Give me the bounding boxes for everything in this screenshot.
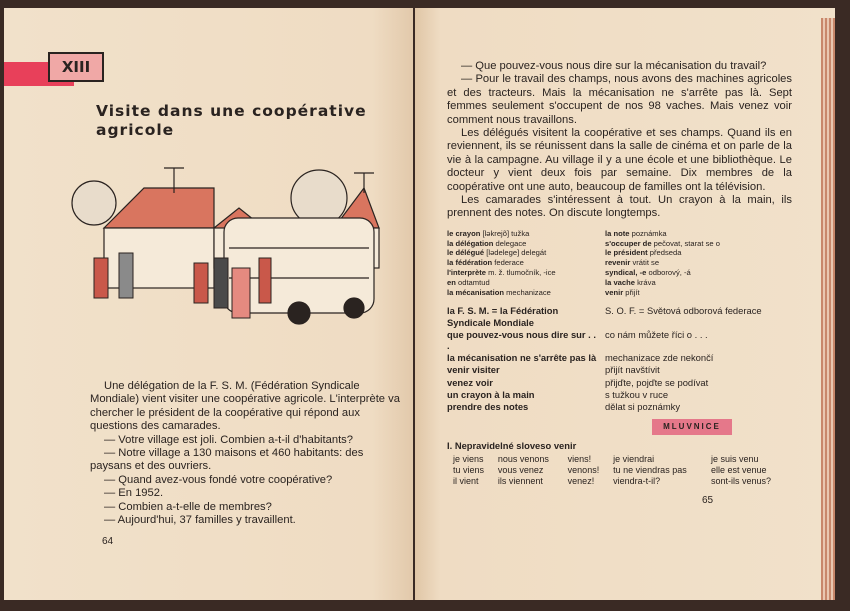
table-row	[453, 465, 792, 476]
vocab-item: syndical, -e odborový, -á	[605, 268, 691, 278]
phrase-fr: un crayon à la main	[447, 388, 535, 400]
grammar-label: MLUVNICE	[652, 419, 732, 435]
phrase-cz: co nám můžete říci o . . .	[605, 328, 708, 340]
phrase-fr: venez voir	[447, 376, 493, 388]
paragraph: — Aujourd'hui, 37 familles y travaillent.	[104, 514, 296, 527]
vocab-item: la note poznámka	[605, 228, 667, 238]
conjugation-table	[453, 454, 792, 487]
phrase-fr: la mécanisation ne s'arrête pas là	[447, 352, 597, 364]
paragraph: — Votre village est joli. Combien a-t-il d'habitants?	[104, 433, 354, 446]
phrase-fr: que pouvez-vous nous dire sur . . .	[447, 328, 596, 352]
vocab-item: venir přijít	[605, 287, 640, 297]
phrase-cz: přijít navštívit	[605, 364, 660, 376]
vocab-item: le délégué [lәdeleɡe] delegát	[447, 248, 547, 258]
conjugation-cell: sont-ils venus?	[710, 476, 771, 487]
vocab-item: la mécanisation mechanizace	[447, 287, 551, 297]
page-edges	[821, 18, 835, 600]
paragraph: — Notre village a 130 maisons et 460 habitants: des paysans et des ouvriers.	[90, 447, 364, 473]
chapter-number: XIII	[48, 52, 104, 82]
conjugation-cell: je viens	[453, 454, 484, 465]
paragraph: — Que pouvez-vous nous dire sur la mécanisation du travail?	[461, 60, 767, 72]
conjugation-cell: vous venez	[497, 465, 544, 476]
vocab-item: la vache kráva	[605, 277, 656, 287]
conjugation-cell: il vient	[453, 476, 479, 487]
conjugation-cell: tu ne viendras pas	[613, 465, 687, 476]
phrase-fr: venir visiter	[447, 364, 500, 376]
vocab-item: la délégation delegace	[447, 238, 527, 248]
paragraph: — Pour le travail des champs, nous avons des machines agricoles et des tracteurs. Mais la mécanisation ne s'arrête pas là. Sept femmes seulement s'occupent de nos 98 vaches. Mais venez voir comment nous travaillons.	[447, 73, 792, 126]
cooperative-illustration	[64, 158, 384, 358]
paragraph: Une délégation de la F. S. M. (Fédération Syndicale Mondiale) vient visiter une coopérative agricole. L'interprète va chercher le président de la coopérative qui répond aux questions des camarades.	[90, 380, 400, 433]
vocab-item: l'interprète m. ž. tlumočník, -ice	[447, 268, 556, 278]
conjugation-cell: viens!	[567, 454, 592, 465]
vocab-item: s'occuper de pečovat, starat se o	[605, 238, 720, 248]
lesson-title: Visite dans une coopérative agricole	[96, 102, 367, 139]
vocab-item: la fédération federace	[447, 258, 524, 268]
conjugation-cell: venons!	[567, 465, 600, 476]
page-number: 64	[102, 536, 114, 548]
vocab-item: en odtamtud	[447, 277, 490, 287]
conjugation-cell: elle est venue	[710, 465, 767, 476]
vocab-item: le président předseda	[605, 248, 682, 258]
right-page	[415, 8, 835, 600]
paragraph: — En 1952.	[104, 487, 164, 500]
table-row	[453, 454, 792, 465]
vocab-item: le crayon [lәkrejõ] tužka	[447, 228, 530, 238]
paragraph: — Combien a-t-elle de membres?	[104, 500, 272, 513]
table-row	[453, 476, 792, 487]
phrase-cz: s tužkou v ruce	[605, 388, 669, 400]
paragraph: Les délégués visitent la coopérative et ses champs. Quand ils en reviennent, ils se réunissent dans la salle de cinéma et on parle de la vie à la campagne. Au village il y a une école et une bibliothèque. Le docteur y vient deux fois par semaine. Dix membres de la coopérative ont une auto, beaucoup de familles ont la télévision.	[447, 127, 792, 193]
phrase-cz: dělat si poznámky	[605, 401, 681, 413]
phrase-fr: prendre des notes	[447, 401, 529, 413]
page-number: 65	[702, 495, 714, 507]
vocab-list-left	[447, 229, 597, 298]
left-page	[4, 8, 413, 600]
paragraph: Les camarades s'intéressent à tout. Un crayon à la main, ils prennent des notes. On discute longtemps.	[447, 194, 792, 220]
conjugation-cell: viendra-t-il?	[613, 476, 661, 487]
conjugation-cell: nous venons	[497, 454, 549, 465]
conjugation-cell: je suis venu	[710, 454, 759, 465]
phrase-cz: S. O. F. = Světová odborová federace	[605, 305, 762, 317]
phrase-cz: přijďte, pojďte se podívat	[605, 376, 709, 388]
phrase-cz: mechanizace zde nekončí	[605, 352, 714, 364]
conjugation-cell: venez!	[567, 476, 595, 487]
phrase-list	[447, 305, 792, 413]
conjugation-cell: ils viennent	[497, 476, 543, 487]
phrase-fr: la F. S. M. = la Fédération Syndicale Mondiale	[447, 305, 559, 328]
grammar-heading: I. Nepravidelné sloveso venir	[447, 440, 577, 452]
vocab-list-right	[605, 229, 775, 298]
conjugation-cell: tu viens	[453, 465, 485, 476]
paragraph: — Quand avez-vous fondé votre coopérative?	[104, 473, 333, 486]
conjugation-cell: je viendrai	[613, 454, 655, 465]
vocab-item: revenir vrátit se	[605, 258, 660, 268]
